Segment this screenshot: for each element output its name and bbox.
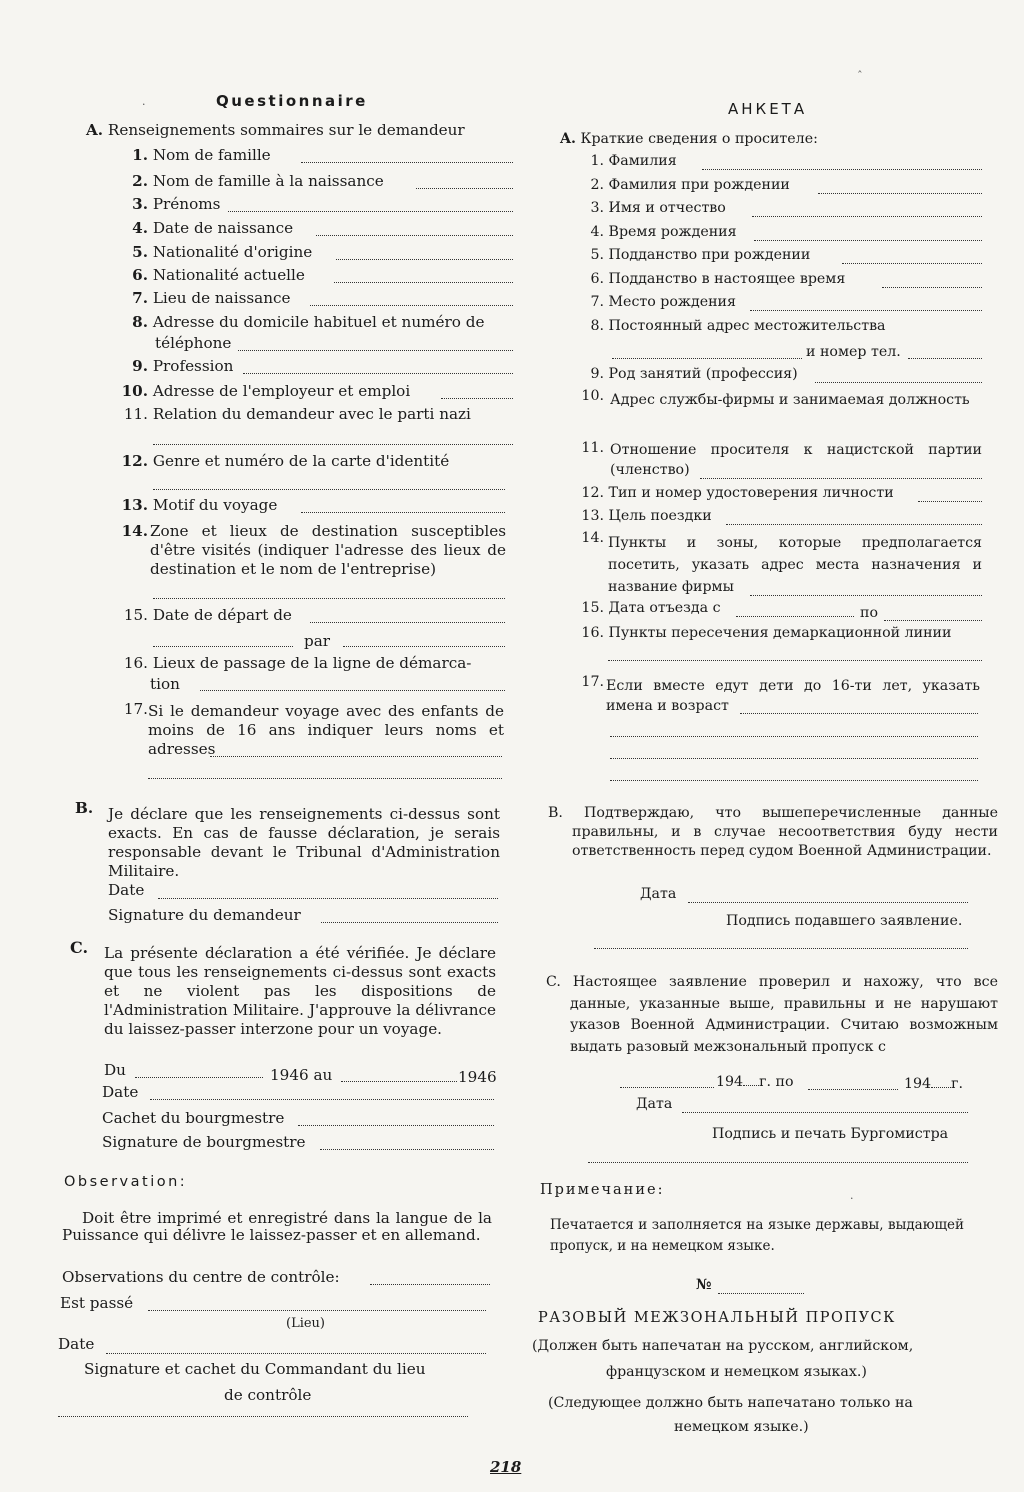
ru-c-signature-label: Подпись и печать Бургомистра xyxy=(712,1126,949,1142)
ru-item-7: 7. Место рождения xyxy=(590,294,736,310)
ru-item-14-text: Пункты и зоны, которые предполагается посетить, указать адрес места назначения и название фирмы xyxy=(608,535,982,595)
ru-c-date-label: Дата xyxy=(636,1096,673,1112)
fr-title: Questionnaire xyxy=(216,92,368,110)
fr-c-au-line[interactable] xyxy=(341,1081,457,1082)
ru-note-title: Примечание: xyxy=(540,1182,665,1198)
ru-item-11-number: 11. xyxy=(581,440,604,456)
ru-item-17-line-3[interactable] xyxy=(610,758,978,759)
fr-c-signature-label: Signature de bourgmestre xyxy=(102,1133,306,1151)
fr-section-a-heading xyxy=(86,121,465,139)
fr-item-17-text: Si le demandeur voyage avec des enfants de moins de 16 ans indiquer leurs noms et adresses xyxy=(148,702,504,758)
ru-item-9: 9. Род занятий (профессия) xyxy=(590,366,798,382)
fr-item-12: 12. Genre et numéro de la carte d'identité xyxy=(121,452,450,470)
ru-item-1: 1. Фамилия xyxy=(590,153,677,169)
fr-item-1: 1. Nom de famille xyxy=(132,146,271,164)
fr-obs-signature-line[interactable] xyxy=(58,1416,468,1417)
fr-c-year2: 1946 xyxy=(458,1068,497,1086)
ru-b-date-label: Дата xyxy=(640,886,677,902)
ru-b-date-line[interactable] xyxy=(688,902,968,903)
ru-number-sign: № xyxy=(696,1277,712,1293)
fr-item-15-from-line[interactable] xyxy=(310,622,505,623)
ru-item-1-line[interactable] xyxy=(702,169,982,170)
ru-c-from-line[interactable] xyxy=(620,1087,714,1088)
fr-item-4: 4. Date de naissance xyxy=(132,219,294,237)
ru-item-6-line[interactable] xyxy=(882,287,982,288)
fr-item-15-par: par xyxy=(304,632,331,650)
fr-item-8: 8. Adresse du domicile habituel et numéro de xyxy=(132,313,485,331)
scan-speck: ‸ xyxy=(858,60,862,73)
ru-b-signature-label: Подпись подавшего заявление. xyxy=(726,913,963,929)
ru-item-9-line[interactable] xyxy=(815,382,982,383)
ru-item-5: 5. Подданство при рождении xyxy=(590,247,811,263)
fr-item-7-line[interactable] xyxy=(310,305,513,306)
fr-item-14-line[interactable] xyxy=(153,598,505,599)
fr-item-13-line[interactable] xyxy=(301,512,505,513)
ru-number-line[interactable] xyxy=(718,1293,804,1294)
fr-item-12-line[interactable] xyxy=(153,489,505,490)
ru-item-3: 3. Имя и отчество xyxy=(590,200,726,216)
fr-item-1-line[interactable] xyxy=(301,162,513,163)
ru-item-16: 16. Пункты пересечения демаркационной линии xyxy=(581,625,952,641)
fr-c-date-label: Date xyxy=(102,1083,139,1101)
fr-item-11: 11. Relation du demandeur avec le parti nazi xyxy=(123,405,471,423)
fr-b-signature-line[interactable] xyxy=(321,922,498,923)
ru-item-17-line-2[interactable] xyxy=(610,736,978,737)
fr-item-17-line-2[interactable] xyxy=(148,778,502,779)
ru-c-date-line[interactable] xyxy=(682,1112,968,1113)
fr-item-3-line[interactable] xyxy=(228,211,513,212)
ru-item-17-line-1[interactable] xyxy=(740,713,978,714)
fr-obs-lieu: (Lieu) xyxy=(286,1316,325,1331)
fr-item-17-number: 17. xyxy=(123,700,148,718)
fr-item-15-date-line[interactable] xyxy=(153,646,293,647)
ru-item-12-line[interactable] xyxy=(918,501,982,502)
scan-speck: · xyxy=(850,1192,854,1205)
ru-item-2: 2. Фамилия при рождении xyxy=(590,177,790,193)
fr-c-date-line[interactable] xyxy=(150,1099,494,1100)
fr-c-du-line[interactable] xyxy=(135,1077,263,1078)
fr-item-15: 15. Date de départ de xyxy=(123,606,292,624)
fr-b-date-line[interactable] xyxy=(158,898,498,899)
ru-item-8-phone-line[interactable] xyxy=(908,358,982,359)
fr-c-signature-line[interactable] xyxy=(320,1149,494,1150)
fr-item-16-cont: tion xyxy=(150,675,180,693)
ru-item-7-line[interactable] xyxy=(750,310,982,311)
fr-c-cachet-line[interactable] xyxy=(298,1125,494,1126)
ru-item-4-line[interactable] xyxy=(754,240,982,241)
fr-item-8-line[interactable] xyxy=(238,350,513,351)
ru-item-16-line[interactable] xyxy=(608,660,982,661)
fr-item-10-line[interactable] xyxy=(441,398,513,399)
fr-obs-passe-line[interactable] xyxy=(148,1310,486,1311)
fr-obs-date-line[interactable] xyxy=(106,1353,486,1354)
ru-item-17-text: Если вместе едут дети до 16-ти лет, указать имена и возраст xyxy=(606,678,980,714)
fr-section-b-text: Je déclare que les renseignements ci-dessus sont exacts. En cas de fausse déclaration, je serais responsable devant le Tribunal d'Administration Militaire. xyxy=(108,805,500,880)
ru-item-6: 6. Подданство в настоящее время xyxy=(590,271,846,287)
scan-speck: · xyxy=(142,98,146,111)
ru-item-12: 12. Тип и номер удостоверения личности xyxy=(581,485,894,501)
fr-item-5-line[interactable] xyxy=(336,259,513,260)
ru-section-a-title: Краткие сведения о просителе: xyxy=(580,131,818,147)
ru-item-3-line[interactable] xyxy=(752,216,982,217)
fr-item-17-line-1[interactable] xyxy=(210,756,502,757)
fr-item-15-par-line[interactable] xyxy=(343,646,505,647)
fr-obs-centre-line[interactable] xyxy=(370,1284,490,1285)
page-number: 218 xyxy=(490,1458,522,1476)
fr-c-year1: 1946 au xyxy=(270,1066,333,1084)
ru-item-15-po: по xyxy=(860,605,878,621)
ru-note-text: Печатается и заполняется на языке державы, выдающей пропуск, и на немецком языке. xyxy=(550,1217,964,1254)
ru-pass-subtitle-3: (Следующее должно быть напечатано только на xyxy=(548,1395,913,1411)
ru-item-10-number: 10. xyxy=(581,388,604,404)
fr-item-6-line[interactable] xyxy=(334,282,513,283)
ru-pass-title: РАЗОВЫЙ МЕЖЗОНАЛЬНЫЙ ПРОПУСК xyxy=(538,1310,896,1326)
ru-item-4: 4. Время рождения xyxy=(590,224,737,240)
ru-item-17-number: 17. xyxy=(581,674,604,690)
ru-item-5-line[interactable] xyxy=(842,263,982,264)
fr-c-du-label: Du xyxy=(104,1061,126,1079)
fr-item-13: 13. Motif du voyage xyxy=(121,496,278,514)
ru-item-15-from-line[interactable] xyxy=(736,616,854,617)
fr-item-2: 2. Nom de famille à la naissance xyxy=(132,172,384,190)
fr-section-a-title: Renseignements sommaires sur le demandeur xyxy=(107,121,465,139)
ru-item-15-to-line[interactable] xyxy=(884,620,982,621)
ru-section-a-letter: A. xyxy=(560,131,576,147)
fr-observation-text: Doit être imprimé et enregistré dans la langue de la Puissance qui délivre le laissez-passer et en allemand. xyxy=(62,1209,492,1244)
fr-item-6: 6. Nationalité actuelle xyxy=(132,266,305,284)
fr-item-16-line[interactable] xyxy=(200,690,505,691)
fr-item-11-line[interactable] xyxy=(153,444,513,445)
ru-item-10-text: Адрес службы-фирмы и занимаемая должность xyxy=(610,392,970,408)
ru-item-2-line[interactable] xyxy=(818,193,982,194)
fr-section-c-text: La présente déclaration a été vérifiée. Je déclare que tous les renseignements ci-dessus sont exacts et ne violent pas les dispositions de l'Administration Militaire. J'approuve la délivrance du laissez-passer interzone pour un voyage. xyxy=(104,944,496,1038)
ru-c-year1: 194 г. по xyxy=(716,1074,794,1090)
fr-item-9: 9. Profession xyxy=(132,357,234,375)
fr-item-14-number: 14. xyxy=(121,522,148,540)
ru-title: АНКЕТА xyxy=(728,100,808,118)
ru-pass-subtitle-4: немецком языке.) xyxy=(674,1419,809,1435)
fr-obs-signature-label: Signature et cachet du Commandant du lieu xyxy=(84,1360,426,1378)
ru-section-c-text: C. Настоящее заявление проверил и нахожу, что все данные, указанные выше, правильны и не нарушают указов Военной Администрации. Считаю возможным выдать разовый межзональный пропуск с xyxy=(546,974,998,1055)
ru-section-b-text: B. Подтверждаю, что вышеперечисленные данные правильны, и в случае несоответствия буду нести ответственность перед судом Военной Администрации. xyxy=(548,805,998,859)
fr-obs-signature-label-2: de contrôle xyxy=(224,1386,312,1404)
fr-item-9-line[interactable] xyxy=(243,373,513,374)
fr-section-c-letter: C. xyxy=(70,938,89,957)
ru-item-14-number: 14. xyxy=(581,530,604,546)
ru-item-11-text: Отношение просителя к нацистской партии (членство) xyxy=(610,442,982,478)
fr-section-b-letter: B. xyxy=(75,799,94,817)
fr-observation-title: Observation: xyxy=(64,1174,188,1190)
ru-item-8-phone: и номер тел. xyxy=(806,344,901,360)
fr-item-4-line[interactable] xyxy=(316,235,513,236)
fr-b-signature-label: Signature du demandeur xyxy=(108,906,301,924)
ru-c-year2: 194 г. xyxy=(904,1076,964,1092)
fr-item-10: 10. Adresse de l'employeur et emploi xyxy=(121,382,411,400)
ru-item-13-line[interactable] xyxy=(726,524,982,525)
fr-obs-passe-label: Est passé xyxy=(60,1294,134,1312)
ru-c-signature-line[interactable] xyxy=(588,1162,968,1163)
fr-b-date-label: Date xyxy=(108,881,145,899)
fr-c-cachet-label: Cachet du bourgmestre xyxy=(102,1109,285,1127)
ru-item-17-line-4[interactable] xyxy=(610,780,978,781)
fr-item-5: 5. Nationalité d'origine xyxy=(132,243,313,261)
ru-pass-subtitle-1: (Должен быть напечатан на русском, английском, xyxy=(532,1338,914,1354)
fr-obs-date-label: Date xyxy=(58,1335,95,1353)
ru-b-signature-line[interactable] xyxy=(594,948,968,949)
ru-item-15: 15. Дата отъезда с xyxy=(581,600,721,616)
fr-item-8-cont: téléphone xyxy=(155,334,232,352)
ru-item-11-line[interactable] xyxy=(700,478,982,479)
fr-item-3: 3. Prénoms xyxy=(132,195,221,213)
ru-item-8-line[interactable] xyxy=(612,358,802,359)
fr-section-a-letter: A. xyxy=(86,121,104,139)
ru-section-a-heading xyxy=(560,131,818,147)
fr-item-7: 7. Lieu de naissance xyxy=(132,289,291,307)
fr-obs-centre-label: Observations du centre de contrôle: xyxy=(62,1268,340,1286)
ru-pass-subtitle-2: французском и немецком языках.) xyxy=(606,1364,867,1380)
ru-item-14-line[interactable] xyxy=(750,595,982,596)
ru-item-13: 13. Цель поездки xyxy=(581,508,712,524)
fr-item-14-text: Zone et lieux de destination susceptibles d'être visités (indiquer l'adresse des lieux de destination et le nom de l'entreprise) xyxy=(150,522,506,578)
ru-c-to-line[interactable] xyxy=(808,1089,898,1090)
ru-item-8: 8. Постоянный адрес местожительства xyxy=(590,318,886,334)
fr-item-16: 16. Lieux de passage de la ligne de démarca- xyxy=(123,654,472,672)
fr-item-2-line[interactable] xyxy=(416,188,513,189)
